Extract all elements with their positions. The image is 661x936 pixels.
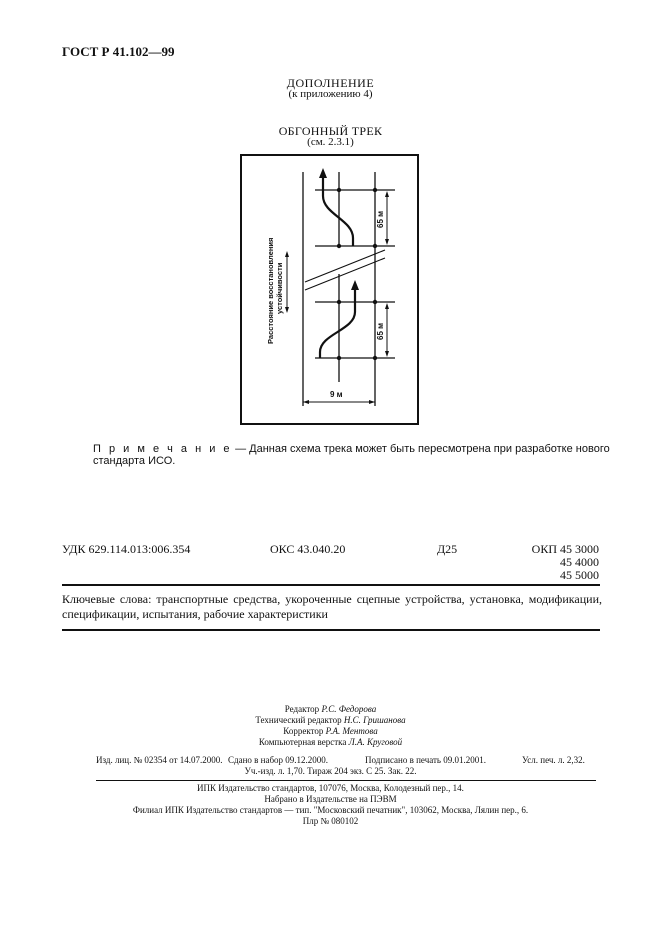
- appendix-title: ДОПОЛНЕНИЕ: [286, 76, 375, 90]
- okp-code-2: 45 4000: [560, 555, 599, 569]
- plr-number: Плр № 080102: [302, 816, 359, 826]
- print-sheets: Усл. печ. л. 2,32.: [522, 755, 585, 765]
- corrector-name: Р.А. Ментова: [325, 726, 378, 736]
- editor-label: Редактор: [284, 704, 322, 714]
- tech-editor-line: [0, 715, 661, 725]
- typeset-date: Сдано в набор 09.12.2000.: [228, 755, 329, 765]
- license-number: Изд. лиц. № 02354 от 14.07.2000.: [96, 755, 223, 765]
- note-text: — Данная схема трека может быть пересмотрена при разработке нового стандарта ИСО.: [93, 443, 610, 467]
- okp-code-1: ОКП 45 3000: [531, 542, 599, 556]
- d-code: Д25: [437, 542, 458, 556]
- imprint-divider: [96, 780, 596, 781]
- publisher-address: ИПК Издательство стандартов, 107076, Москва, Колодезный пер., 14.: [197, 783, 464, 793]
- divider-bottom: [62, 629, 600, 631]
- document-id: ГОСТ Р 41.102—99: [62, 44, 175, 59]
- figure-title: ОБГОННЫЙ ТРЕК: [278, 124, 383, 138]
- oks-code: ОКС 43.040.20: [270, 542, 346, 556]
- branch-address: Филиал ИПК Издательство стандартов — тип. "Московский печатник", 103062, Москва, Лялин пер., 6.: [132, 805, 529, 815]
- divider-top: [62, 584, 600, 586]
- layout-name: Л.А. Круговой: [348, 737, 403, 747]
- dimension-label-bottom: 65 м: [376, 322, 385, 340]
- layout-label: Компьютерная верстка: [258, 737, 349, 747]
- dimension-label-width: 9 м: [330, 390, 343, 399]
- keywords: Ключевые слова: транспортные средства, укороченные сцепные устройства, установка, модификации, спецификации, испытания, рабочие характеристики: [62, 592, 602, 621]
- editor-name: Р.С. Федорова: [321, 704, 377, 714]
- vertical-label-2: устойчивости: [275, 262, 284, 314]
- corrector-line: [0, 726, 661, 736]
- track-diagram: [240, 154, 420, 426]
- okp-code-3: 45 5000: [560, 568, 599, 582]
- figure-reference: (см. 2.3.1): [307, 136, 354, 148]
- corrector-label: Корректор: [283, 726, 326, 736]
- note-lead: П р и м е ч а н и е: [93, 443, 233, 455]
- layout-line: [0, 737, 661, 747]
- tech-editor-label: Технический редактор: [255, 715, 344, 725]
- edition-info: Уч.-изд. л. 1,70. Тираж 204 экз. С 25. Зак. 22.: [244, 766, 417, 776]
- udk-code: УДК 629.114.013:006.354: [62, 542, 191, 556]
- vertical-label: Расстояние восстановления: [266, 237, 275, 344]
- note: [93, 443, 661, 467]
- editor-line: [0, 704, 661, 714]
- typeset-note: Набрано в Издательстве на ПЭВМ: [264, 794, 397, 804]
- tech-editor-name: Н.С. Гришанова: [343, 715, 406, 725]
- appendix-subtitle: (к приложению 4): [288, 88, 373, 100]
- dimension-label-top: 65 м: [376, 210, 385, 228]
- print-date: Подписано в печать 09.01.2001.: [365, 755, 487, 765]
